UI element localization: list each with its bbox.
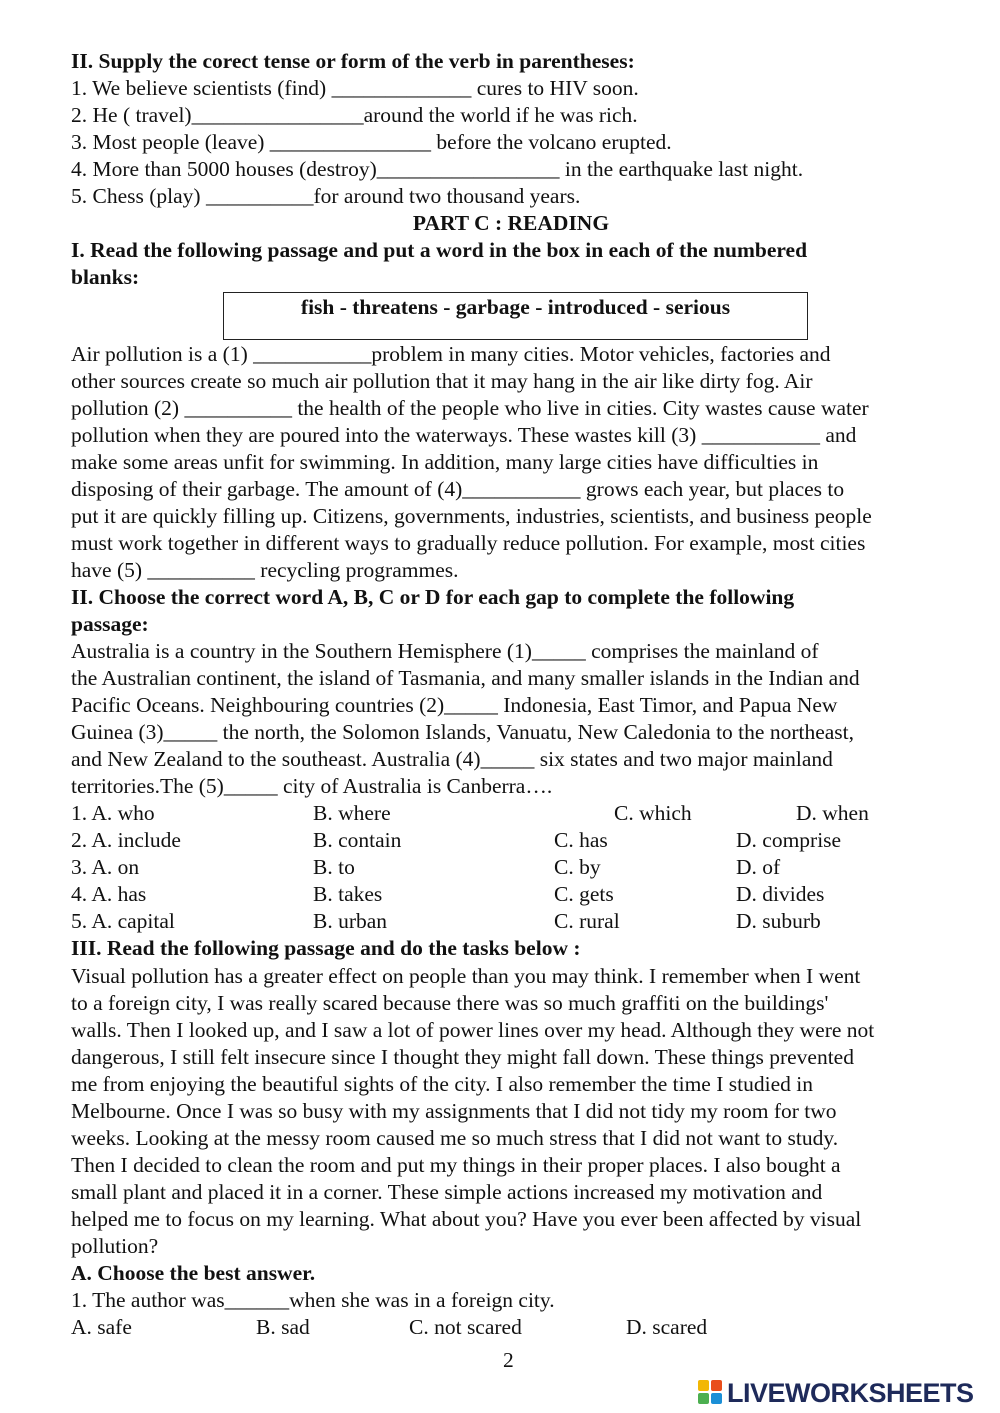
passage-line: Melbourne. Once I was so busy with my assignments that I did not tidy my room for two <box>71 1099 837 1123</box>
passage-line: Then I decided to clean the room and put my things in their proper places. I also bought a <box>71 1153 841 1177</box>
section-heading-visual-pollution: III. Read the following passage and do the tasks below : <box>71 936 581 960</box>
q1-option-c: C. not scared <box>409 1315 522 1339</box>
option-5a: 5. A. capital <box>71 909 175 933</box>
option-2b: B. contain <box>313 828 402 852</box>
option-2c: C. has <box>554 828 608 852</box>
section-heading-word-box: I. Read the following passage and put a word in the box in each of the numbered <box>71 238 808 262</box>
passage-line: Visual pollution has a greater effect on people than you may think. I remember when I went <box>71 964 861 988</box>
passage-line: must work together in different ways to gradually reduce pollution. For example, most cities <box>71 531 866 555</box>
passage-line: have (5) __________ recycling programmes. <box>71 558 459 582</box>
option-2a: 2. A. include <box>71 828 181 852</box>
passage-line: Australia is a country in the Southern Hemisphere (1)_____ comprises the mainland of <box>71 639 819 663</box>
verb-item-2: 2. He ( travel)________________around the world if he was rich. <box>71 103 638 127</box>
passage-line: pollution (2) __________ the health of the people who live in cities. City wastes cause water <box>71 396 869 420</box>
task-a-heading: A. Choose the best answer. <box>71 1261 316 1285</box>
section-heading-word-box-cont: blanks: <box>71 265 140 289</box>
passage-line: pollution when they are poured into the waterways. These wastes kill (3) ___________ and <box>71 423 857 447</box>
question-1: 1. The author was______when she was in a foreign city. <box>71 1288 555 1312</box>
passage-line: dangerous, I still felt insecure since I thought they might fall down. These things prevented <box>71 1045 854 1069</box>
option-1a: 1. A. who <box>71 801 155 825</box>
option-5d: D. suburb <box>736 909 821 933</box>
passage-line: make some areas unfit for swimming. In addition, many large cities have difficulties in <box>71 450 819 474</box>
passage-line: me from enjoying the beautiful sights of the city. I also remember the time I studied in <box>71 1072 813 1096</box>
passage-line: territories.The (5)_____ city of Australia is Canberra…. <box>71 774 553 798</box>
option-5c: C. rural <box>554 909 620 933</box>
page-number: 2 <box>503 1348 514 1372</box>
q1-option-d: D. scared <box>626 1315 708 1339</box>
verb-item-5: 5. Chess (play) __________for around two thousand years. <box>71 184 581 208</box>
option-4c: C. gets <box>554 882 614 906</box>
section-heading-multiple-choice-cont: passage: <box>71 612 149 636</box>
passage-line: pollution? <box>71 1234 159 1258</box>
passage-line: Air pollution is a (1) ___________problem in many cities. Motor vehicles, factories and <box>71 342 831 366</box>
option-3a: 3. A. on <box>71 855 140 879</box>
passage-line: put it are quickly filling up. Citizens, governments, industries, scientists, and business people <box>71 504 872 528</box>
passage-line: to a foreign city, I was really scared because there was so much graffiti on the buildings' <box>71 991 829 1015</box>
q1-option-a: A. safe <box>71 1315 132 1339</box>
passage-line: weeks. Looking at the messy room caused me so much stress that I did not want to study. <box>71 1126 839 1150</box>
passage-line: Guinea (3)_____ the north, the Solomon Islands, Vanuatu, New Caledonia to the northeast, <box>71 720 855 744</box>
option-4a: 4. A. has <box>71 882 147 906</box>
passage-line: helped me to focus on my learning. What about you? Have you ever been affected by visual <box>71 1207 862 1231</box>
watermark-text: LIVEWORKSHEETS <box>727 1378 974 1408</box>
passage-line: walls. Then I looked up, and I saw a lot of power lines over my head. Although they were not <box>71 1018 875 1042</box>
q1-option-b: B. sad <box>256 1315 310 1339</box>
option-3d: D. of <box>736 855 781 879</box>
section-heading-verb-forms: II. Supply the corect tense or form of the verb in parentheses: <box>71 49 635 73</box>
word-box-words: fish - threatens - garbage - introduced - serious <box>300 295 731 319</box>
passage-line: and New Zealand to the southeast. Australia (4)_____ six states and two major mainland <box>71 747 833 771</box>
liveworksheets-watermark <box>697 1377 997 1409</box>
option-1c: C. which <box>614 801 692 825</box>
passage-line: the Australian continent, the island of Tasmania, and many smaller islands in the Indian and <box>71 666 860 690</box>
liveworksheets-logo-icon <box>697 1379 723 1405</box>
passage-line: other sources create so much air pollution that it may hang in the air like dirty fog. Air <box>71 369 813 393</box>
option-3b: B. to <box>313 855 355 879</box>
verb-item-4: 4. More than 5000 houses (destroy)_________________ in the earthquake last night. <box>71 157 804 181</box>
option-2d: D. comprise <box>736 828 842 852</box>
verb-item-1: 1. We believe scientists (find) _____________ cures to HIV soon. <box>71 76 639 100</box>
passage-line: small plant and placed it in a corner. These simple actions increased my motivation and <box>71 1180 823 1204</box>
section-heading-multiple-choice: II. Choose the correct word A, B, C or D for each gap to complete the following <box>71 585 795 609</box>
option-4b: B. takes <box>313 882 383 906</box>
passage-line: Pacific Oceans. Neighbouring countries (2)_____ Indonesia, East Timor, and Papua New <box>71 693 838 717</box>
word-box <box>223 292 808 340</box>
option-4d: D. divides <box>736 882 825 906</box>
part-c-title: PART C : READING <box>412 211 610 235</box>
verb-item-3: 3. Most people (leave) _______________ before the volcano erupted. <box>71 130 672 154</box>
option-1b: B. where <box>313 801 391 825</box>
option-5b: B. urban <box>313 909 388 933</box>
option-1d: D. when <box>796 801 869 825</box>
passage-line: disposing of their garbage. The amount of (4)___________ grows each year, but places to <box>71 477 845 501</box>
option-3c: C. by <box>554 855 601 879</box>
